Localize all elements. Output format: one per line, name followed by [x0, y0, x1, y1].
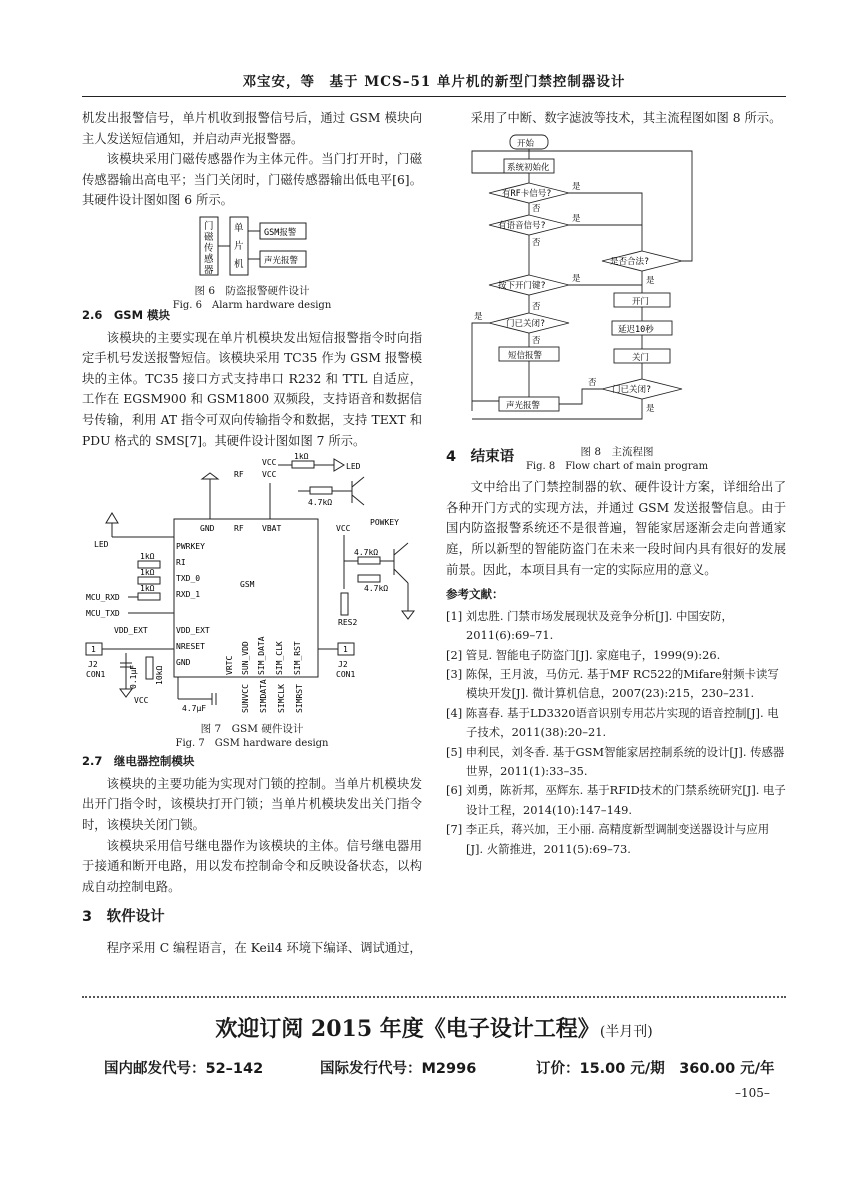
subscription-banner [0, 1012, 868, 1043]
reference-item: [6] 刘勇，陈祈邦，巫辉东. 基于RFID技术的门禁系统研究[J]. 电子设计工程，2014(10):147–149. [446, 783, 786, 817]
flow-open: 开门 [632, 296, 650, 307]
fig6-diagram [82, 213, 422, 277]
con1-label: CON1 [336, 670, 356, 680]
flow-yes: 是 [572, 273, 581, 284]
flow-yes: 是 [572, 181, 581, 192]
fig6-caption: 图 6 防盗报警硬件设计 [194, 284, 310, 297]
connector-pin-label: 1 [91, 645, 96, 655]
pin-label: SIM_RST [293, 641, 302, 676]
flow-q-key: 按下开门键? [498, 280, 546, 291]
pin-label: SIM_CLK [275, 641, 284, 676]
vcc-label: VCC [336, 524, 351, 534]
flow-no: 否 [532, 301, 541, 312]
fig8-caption-en: Fig. 8 Flow chart of main program [525, 461, 709, 473]
promo-sub: (半月刊) [599, 1024, 653, 1040]
pin-label: RI [176, 558, 186, 568]
j2-label: J2 [88, 660, 98, 670]
flow-yes: 是 [646, 275, 655, 286]
flow-no: 否 [532, 237, 541, 248]
promo-main: 欢迎订阅 2015 年度《电子设计工程》 [215, 1016, 600, 1042]
mcu-char: 机 [234, 258, 244, 270]
section-2-7-heading: 2.7 继电器控制模块 [82, 754, 195, 769]
section-4-heading: 4 结束语 [446, 448, 515, 465]
powkey-label: POWKEY [370, 518, 399, 528]
sensor-char: 磁 [204, 231, 214, 243]
references-title: 参考文献： [446, 587, 504, 602]
resistor-label: 1kΩ [294, 453, 309, 462]
vcc-label: VCC [262, 458, 277, 468]
references-list [446, 607, 786, 859]
pin-label: RXD_1 [176, 590, 201, 600]
flow-q-voice: 有语音信号? [498, 220, 546, 231]
flow-alarm: 声光报警 [506, 400, 541, 411]
flow-init: 系统初始化 [507, 162, 550, 173]
left-column [82, 108, 422, 958]
flow-sms: 短信报警 [508, 350, 543, 361]
flow-close: 关门 [632, 352, 650, 363]
vcc-label: VCC [134, 696, 149, 706]
res2-label: RES2 [338, 618, 358, 628]
flow-yes: 是 [572, 213, 581, 224]
fig8-caption: 图 8 主流程图 [580, 446, 654, 459]
reference-item: [7] 李正兵，蒋兴加，王小丽. 高精度新型调制变送器设计与应用[J]. 火箭推进，2011(5):69–73. [446, 822, 770, 856]
pin-label: SIM_DATA [257, 636, 266, 676]
figure-6 [82, 213, 422, 311]
chip-label: GSM [240, 580, 255, 590]
reference-item: [1] 刘忠胜. 门禁市场发展现状及竞争分析[J]. 中国安防，2011(6):69–71. [446, 608, 733, 643]
flow-no: 否 [588, 377, 597, 388]
international-code: 国际发行代号：M2996 [320, 1061, 477, 1077]
simclk-label: SIMCLK [277, 684, 286, 714]
running-header: 邓宝安，等 基于 MCS–51 单片机的新型门禁控制器设计 [242, 74, 626, 90]
paragraph: 机发出报警信号，单片机收到报警信号后，通过 GSM 模块向主人发送短信通知，并启动声光报警器。 [82, 111, 422, 146]
resistor-label: 1kΩ [140, 568, 155, 578]
pin-label: RF [234, 524, 244, 534]
gsm-alarm-box: GSM报警 [264, 227, 297, 238]
fig6-caption-en: Fig. 6 Alarm hardware design [172, 299, 332, 311]
page-number: –105– [735, 1086, 770, 1100]
cap-label: 0.1μF [129, 665, 138, 690]
fig7-caption: 图 7 GSM 硬件设计 [200, 722, 304, 735]
con1-label: CON1 [86, 670, 106, 680]
paragraph: 该模块采用信号继电器作为该模块的主体。信号继电器用于接通和断开电路，用以发布控制命令和反映设备状态，以构成自动控制电路。 [82, 838, 422, 894]
connector-pin-label: 1 [343, 645, 348, 655]
sunvcc-label: SUNVCC [241, 684, 250, 714]
section-3-heading: 3 软件设计 [82, 909, 165, 926]
paragraph: 程序采用 C 编程语言，在 Keil4 环境下编译、调试通过， [106, 940, 422, 955]
flow-no: 否 [532, 335, 541, 346]
led-label: LED [94, 540, 109, 550]
pin-label: PWRKEY [176, 542, 205, 552]
pin-label: SUN_VDD [241, 641, 250, 676]
flow-q-rf: 有RF卡信号? [502, 188, 552, 199]
pin-label: TXD_0 [176, 574, 201, 584]
section-2-6-heading: 2.6 GSM 模块 [82, 307, 171, 322]
mcu-char: 片 [234, 240, 244, 252]
pin-label: VDD_EXT [176, 626, 210, 636]
gsm-schematic [82, 453, 422, 715]
price: 订价：15.00 元/期 360.00 元/年 [536, 1061, 775, 1077]
flow-delay: 延迟10秒 [618, 324, 654, 335]
vcc-label: VCC [262, 470, 277, 480]
flow-q-closed2: 门已关闭? [612, 384, 652, 395]
header-rule [82, 96, 786, 97]
paragraph: 该模块的主要功能为实现对门锁的控制。当单片机模块发出开门指令时，该模块打开门锁；当单片机模块发出关门指令时，该模块关闭门锁。 [82, 776, 422, 832]
reference-item: [4] 陈喜春. 基于LD3320语音识别专用芯片实现的语音控制[J]. 电子技术，2011(38):20–21. [446, 705, 779, 740]
simdata-label: SIMDATA [259, 679, 268, 714]
resistor-label: 4.7kΩ [364, 584, 389, 594]
resistor-label: 1kΩ [140, 584, 155, 594]
flow-no: 否 [532, 203, 541, 214]
flow-start: 开始 [517, 138, 535, 149]
mcu-char: 单 [234, 222, 244, 234]
right-column [446, 108, 786, 859]
paragraph: 采用了中断、数字滤波等技术，其主流程图如图 8 所示。 [470, 111, 782, 125]
resistor-label: 4.7kΩ [354, 548, 379, 558]
rf-label: RF [234, 470, 244, 480]
flow-yes: 是 [474, 311, 483, 322]
pin-label: VRTC [225, 655, 234, 676]
vdd-ext-label: VDD_EXT [114, 626, 148, 636]
pin-label: NRESET [176, 642, 205, 652]
dotted-divider [82, 996, 786, 998]
mcu-rxd-label: MCU_RXD [86, 593, 120, 603]
sensor-char: 感 [204, 253, 214, 265]
pin-label: GND [176, 658, 191, 668]
reference-item: [2] 管見. 智能电子防盗门[J]. 家庭电子，1999(9):26. [446, 647, 721, 662]
flow-yes: 是 [646, 403, 655, 414]
paragraph: 文中给出了门禁控制器的软、硬件设计方案，详细给出了各种开门方式的实现方法，并通过 GSM 发送报警信息。由于国内防盗报警系统还不是很普遍，智能家居逐渐会走向普通家庭，所以新型的智能防盗门在未来一段时间内具有很好的发展前景。因此，本项目具有一定的实际应用的意义。 [446, 480, 786, 577]
reference-item: [3] 陈保，王月波，马仿元. 基于MF RC522的Mifare射频卡读写模块开发[J]. 微计算机信息，2007(23):215，230–231. [446, 666, 779, 701]
flow-q-match: 是否合法? [610, 256, 650, 267]
fig7-caption-en: Fig. 7 GSM hardware design [175, 737, 329, 749]
j2-label: J2 [338, 660, 348, 670]
resistor-label: 4.7kΩ [308, 498, 333, 508]
mcu-txd-label: MCU_TXD [86, 609, 120, 619]
led-label: LED [346, 462, 361, 472]
figure-8 [462, 133, 772, 473]
flowchart [462, 133, 762, 439]
sensor-char: 器 [204, 264, 214, 276]
flow-q-closed1: 门已关闭? [506, 318, 546, 329]
paragraph: 该模块的主要实现在单片机模块发出短信报警指令时向指定手机号发送报警短信。该模块采用 TC35 作为 GSM 报警模块的主体。TC35 接口方式支持串口 R232 和 TTL 自适应，工作在 EGSM900 和 GSM1800 双频段，支持语音和数据信号传输，利用 AT 指令可双向传输指令和数据，支持 TEXT 和 PDU 格式的 SMS[7]。其硬件设计图如图 7 所示。 [82, 330, 422, 448]
resistor-label: 1kΩ [140, 552, 155, 562]
sound-alarm-box: 声光报警 [264, 255, 299, 266]
sensor-char: 门 [204, 220, 214, 232]
sensor-char: 传 [204, 242, 214, 254]
reference-item: [5] 申利民，刘冬香. 基于GSM智能家居控制系统的设计[J]. 传感器世界，2011(1):33–35. [446, 744, 785, 778]
domestic-code: 国内邮发代号：52–142 [104, 1061, 264, 1077]
cap-label: 4.7μF [182, 704, 207, 714]
resistor-label: 10kΩ [155, 665, 164, 686]
pin-label: VBAT [262, 524, 282, 534]
paragraph: 该模块采用门磁传感器作为主体元件。当门打开时，门磁传感器输出高电平；当门关闭时，门磁传感器输出低电平[6]。其硬件设计图如图 6 所示。 [82, 152, 422, 208]
figure-7 [82, 453, 422, 749]
pin-label: GND [200, 524, 215, 534]
simrst-label: SIMRST [295, 684, 304, 714]
